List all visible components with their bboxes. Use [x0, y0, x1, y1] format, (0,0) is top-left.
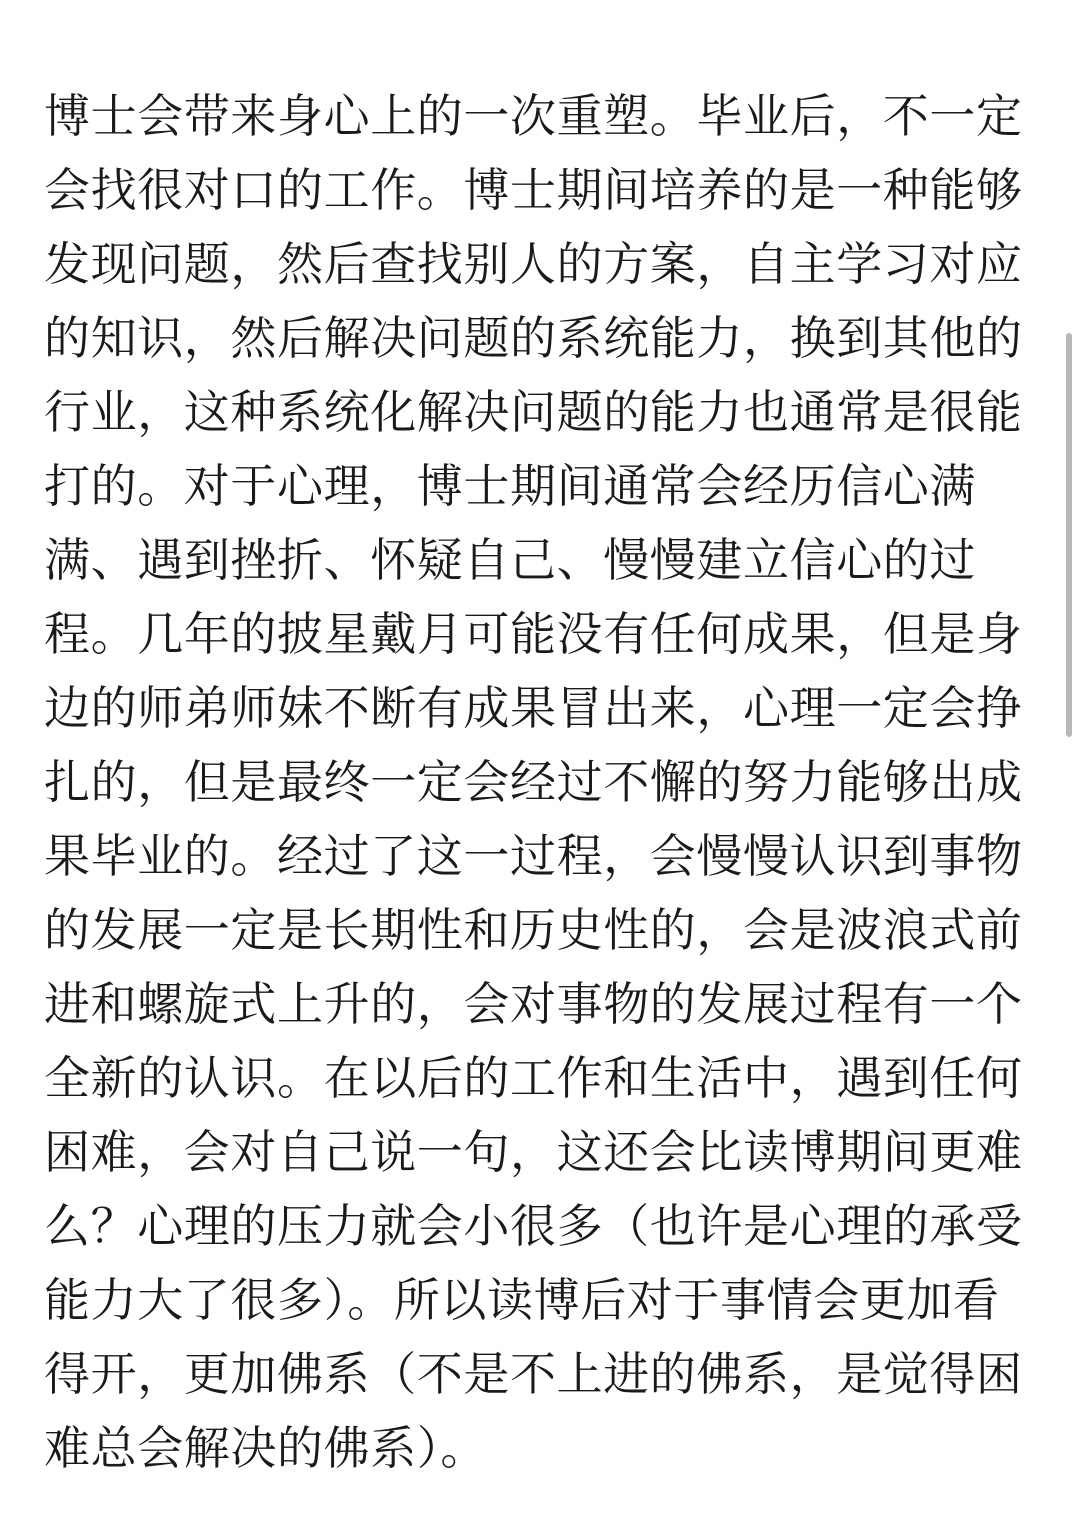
text-line: 难总会解决的佛系）。 — [44, 1421, 487, 1475]
text-line: 程。几年的披星戴月可能没有任何成果，但是身 — [44, 607, 1023, 661]
text-line: 打的。对于心理，博士期间通常会经历信心满 — [44, 459, 976, 513]
text-line: 能力大了很多）。所以读博后对于事情会更加看 — [44, 1273, 1000, 1327]
text-line: 困难，会对自己说一句，这还会比读博期间更难 — [44, 1125, 1023, 1179]
text-line: 会找很对口的工作。博士期间培养的是一种能够 — [44, 163, 1023, 217]
text-line: 发现问题，然后查找别人的方案，自主学习对应 — [44, 237, 1023, 291]
text-line: 扎的，但是最终一定会经过不懈的努力能够出成 — [44, 755, 1023, 809]
text-line: 得开，更加佛系（不是不上进的佛系，是觉得困 — [44, 1347, 1023, 1401]
text-line: 么？心理的压力就会小很多（也许是心理的承受 — [44, 1199, 1023, 1253]
text-line: 全新的认识。在以后的工作和生活中，遇到任何 — [44, 1051, 1023, 1105]
vertical-scrollbar[interactable] — [1064, 0, 1074, 1539]
article-body — [44, 79, 1029, 1485]
text-line: 的发展一定是长期性和历史性的，会是波浪式前 — [44, 903, 1023, 957]
text-line: 的知识，然后解决问题的系统能力，换到其他的 — [44, 311, 1023, 365]
text-line: 边的师弟师妹不断有成果冒出来，心理一定会挣 — [44, 681, 1023, 735]
text-line: 果毕业的。经过了这一过程，会慢慢认识到事物 — [44, 829, 1023, 883]
scrollbar-thumb[interactable] — [1066, 333, 1072, 737]
text-line: 行业，这种系统化解决问题的能力也通常是很能 — [44, 385, 1023, 439]
text-line: 满、遇到挫折、怀疑自己、慢慢建立信心的过 — [44, 533, 976, 587]
text-line: 进和螺旋式上升的，会对事物的发展过程有一个 — [44, 977, 1023, 1031]
text-line: 博士会带来身心上的一次重塑。毕业后，不一定 — [44, 89, 1023, 143]
